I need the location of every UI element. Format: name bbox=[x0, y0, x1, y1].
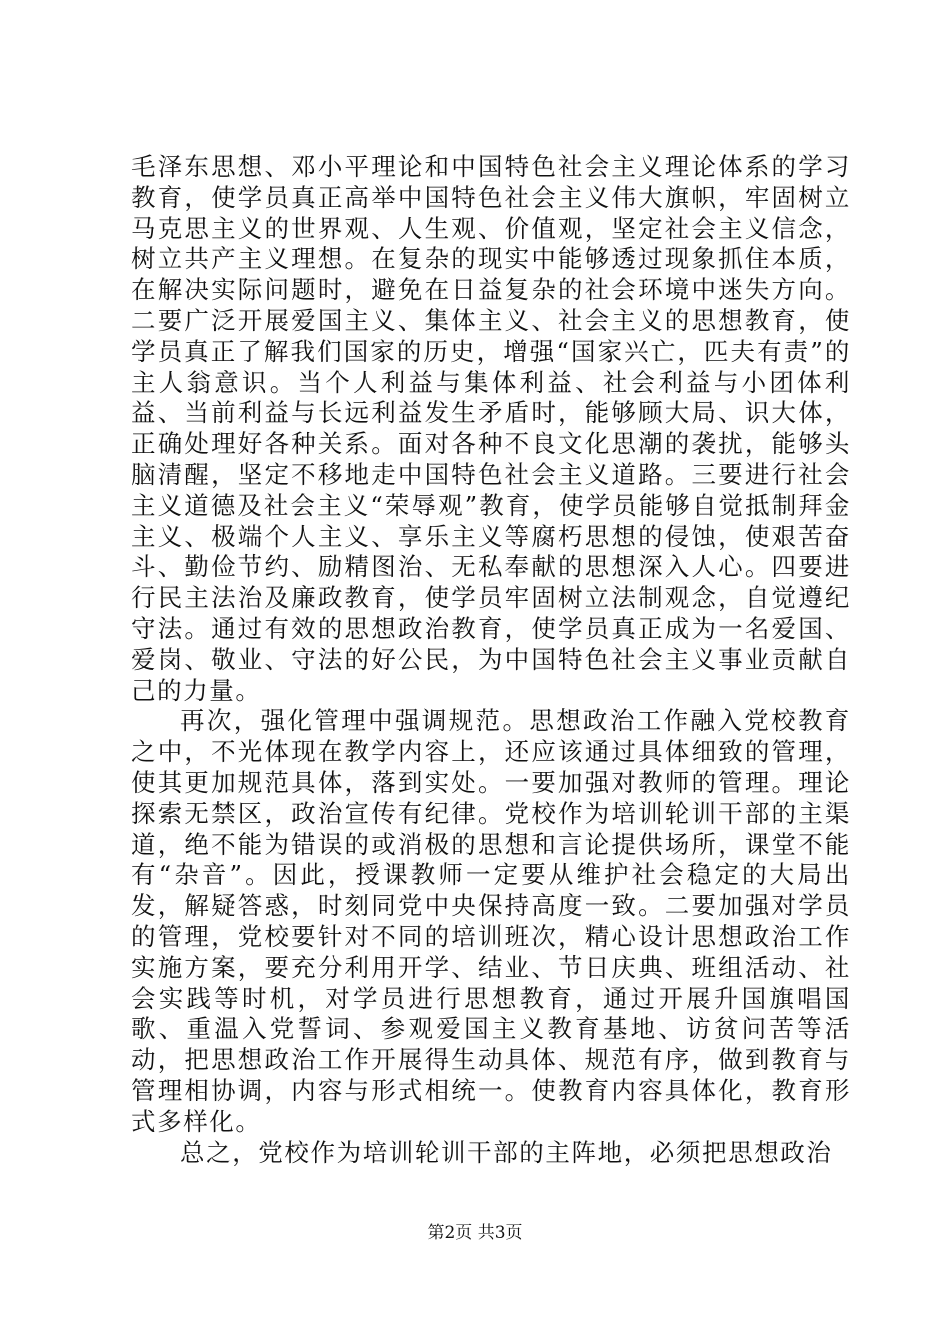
document-body bbox=[131, 152, 851, 1168]
paragraph-1: 毛泽东思想、邓小平理论和中国特色社会主义理论体系的学习教育，使学员真正高举中国特色社会主义伟大旗帜，牢固树立马克思主义的世界观、人生观、价值观，坚定社会主义信念，树立共产主义理想。在复杂的现实中能够透过现象抓住本质，在解决实际问题时，避免在日益复杂的社会环境中迷失方向。二要广泛开展爱国主义、集体主义、社会主义的思想教育，使学员真正了解我们国家的历史，增强“国家兴亡，匹夫有责”的主人翁意识。当个人利益与集体利益、社会利益与小团体利益、当前利益与长远利益发生矛盾时，能够顾大局、识大体，正确处理好各种关系。面对各种不良文化思潮的袭扰，能够头脑清醒，坚定不移地走中国特色社会主义道路。三要进行社会主义道德及社会主义“荣辱观”教育，使学员能够自觉抵制拜金主义、极端个人主义、享乐主义等腐朽思想的侵蚀，使艰苦奋斗、勤俭节约、励精图治、无私奉献的思想深入人心。四要进行民主法治及廉政教育，使学员牢固树立法制观念，自觉遵纪守法。通过有效的思想政治教育，使学员真正成为一名爱国、爱岗、敬业、守法的好公民，为中国特色社会主义事业贡献自己的力量。 bbox=[131, 152, 851, 705]
paragraph-2: 再次，强化管理中强调规范。思想政治工作融入党校教育之中，不光体现在教学内容上，还应该通过具体细致的管理，使其更加规范具体，落到实处。一要加强对教师的管理。理论探索无禁区，政治宣传有纪律。党校作为培训轮训干部的主渠道，绝不能为错误的或消极的思想和言论提供场所，课堂不能有“杂音”。因此，授课教师一定要从维护社会稳定的大局出发，解疑答惑，时刻同党中央保持高度一致。二要加强对学员的管理，党校要针对不同的培训班次，精心设计思想政治工作实施方案，要充分利用开学、结业、节日庆典、班组活动、社会实践等时机，对学员进行思想教育，通过开展升国旗唱国歌、重温入党誓词、参观爱国主义教育基地、访贫问苦等活动，把思想政治工作开展得生动具体、规范有序，做到教育与管理相协调，内容与形式相统一。使教育内容具体化，教育形式多样化。 bbox=[131, 706, 851, 1136]
paragraph-3: 总之，党校作为培训轮训干部的主阵地，必须把思想政治 bbox=[180, 1137, 833, 1167]
page-number-footer: 第2页 共3页 bbox=[427, 1223, 523, 1243]
